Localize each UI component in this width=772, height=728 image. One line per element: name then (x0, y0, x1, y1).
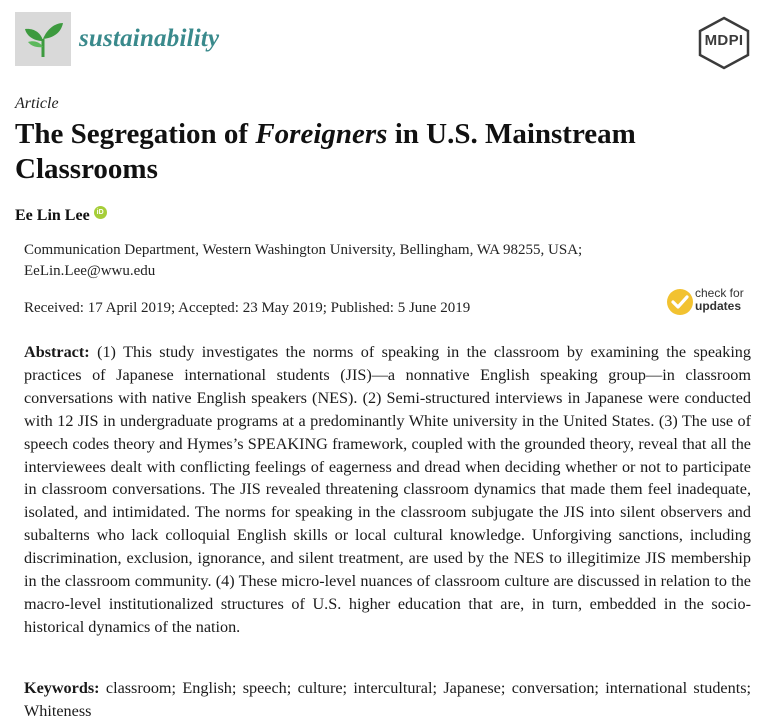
check-updates-line2: updates (695, 299, 742, 313)
leaf-sprout-icon (21, 17, 65, 61)
author (15, 207, 107, 225)
check-updates-line1: check for (695, 286, 744, 300)
journal-header (15, 12, 760, 74)
keywords (24, 677, 751, 723)
abstract-text: (1) This study investigates the norms of speaking in the classroom by examining the speaking practices of Japanese international students (JIS)—a nonnative English speaking group—in classroom conversations with native English speakers (NES). (2) Semi-structured interviews in Japanese were conducted with 12 JIS in undergraduate programs at a predominantly White university in the United States. (3) The use of speech codes theory and Hymes’s SPEAKING framework, coupled with the grounded theory, reveal that all the interviewees dealt with conflicting feelings of eagerness and dread when deciding whether or not to participate in classroom conversations. The JIS revealed threatening classroom dynamics that made them feel inadequate, isolated, and intimidated. The norms for speaking in the classroom subjugate the JIS into silent observers and subalterns who lack colloquial English skills or local cultural knowledge. Unforgiving sanctions, including discrimination, exclusion, ignorance, and silent treatment, are used by the NES to illegitimize JIS membership in the classroom community. (4) These micro-level nuances of classroom culture are discussed in relation to the macro-level institutionalized structures of U.S. higher education that are, in turn, embedded in the socio-historical dynamics of the nation. (24, 343, 751, 636)
abstract-label: Abstract: (24, 343, 90, 361)
author-email[interactable]: EeLin.Lee@wwu.edu (24, 263, 156, 279)
abstract (24, 341, 751, 639)
checkmark-badge-icon (666, 288, 694, 316)
affiliation-line: Communication Department, Western Washington University, Bellingham, WA 98255, USA; (24, 242, 583, 258)
journal-logo (15, 12, 71, 66)
publisher-name: MDPI (704, 32, 744, 49)
orcid-icon[interactable]: iD (94, 206, 107, 219)
affiliation (24, 240, 582, 282)
keywords-text: classroom; English; speech; culture; intercultural; Japanese; conversation; international students; Whiteness (24, 679, 751, 720)
publication-dates: Received: 17 April 2019; Accepted: 23 May 2019; Published: 5 June 2019 (24, 300, 471, 316)
check-for-updates-badge[interactable] (666, 284, 756, 320)
article-title: The Segregation of Foreigners in U.S. Mainstream Classrooms (15, 118, 636, 185)
article-type: Article (15, 95, 59, 112)
mdpi-hexagon-icon (696, 16, 752, 70)
author-name: Ee Lin Lee (15, 207, 90, 224)
journal-name: sustainability (79, 25, 220, 52)
keywords-label: Keywords: (24, 679, 100, 697)
